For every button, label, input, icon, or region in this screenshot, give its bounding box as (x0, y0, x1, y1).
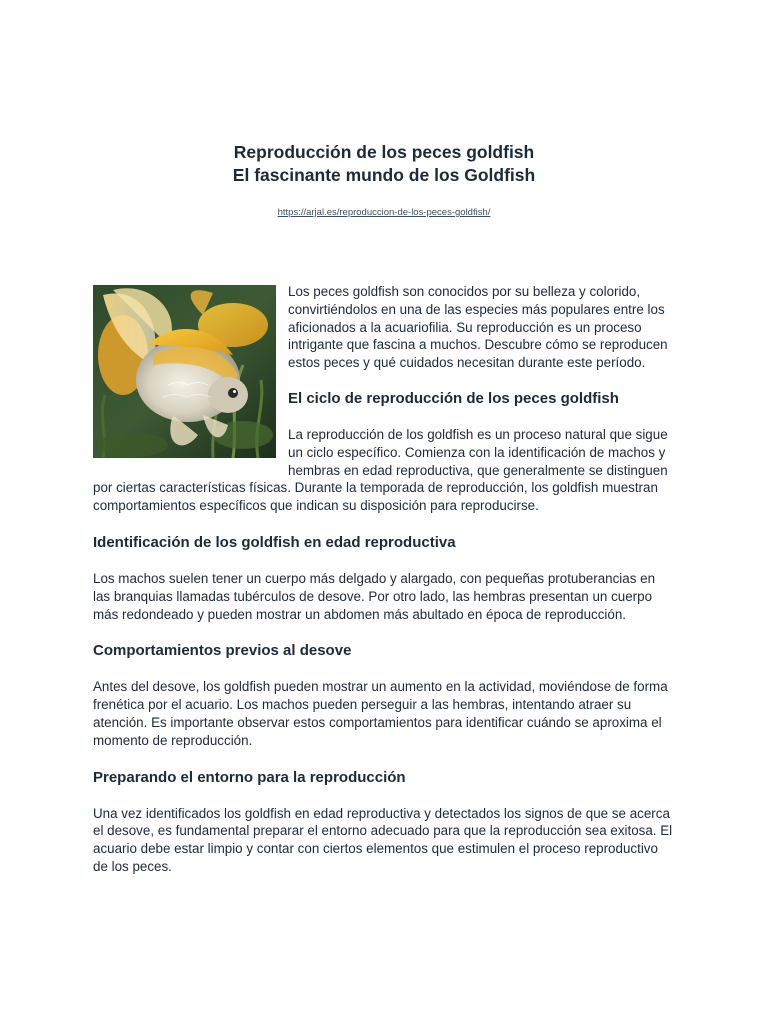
source-link-container (0, 207, 768, 219)
document-title: Reproducción de los peces goldfish (233, 142, 535, 162)
section-body-identificacion: Los machos suelen tener un cuerpo más delgado y alargado, con pequeñas protuberancias en las branquias llamadas tubérculos de desove. Por otro lado, las hembras presentan un cuerpo más redondeado y pueden mostrar un abdomen más abultado en época de reproducción. (93, 570, 656, 622)
article-body (93, 283, 675, 876)
section-heading-identificacion: Identificación de los goldfish en edad reproductiva (93, 533, 456, 551)
section-heading-comportamientos: Comportamientos previos al desove (93, 642, 352, 660)
section-body-ciclo: La reproducción de los goldfish es un proceso natural que sigue un ciclo específico. Comienza con la identificación de machos y hembras en edad reproductiva, que generalmente se distinguen por ciertas características físicas. Durante la temporada de reproducción, los goldfish muestran comportamientos específicos que indican su disposición para reproducirse. (93, 426, 668, 514)
section-body-entorno: Una vez identificados los goldfish en edad reproductiva y detectados los signos de que se acerca el desove, es fundamental preparar el entorno adecuado para que la reproducción sea exitosa. El acuario debe estar limpio y contar con ciertos elementos que estimulen el proceso reproductivo de los peces. (93, 805, 673, 874)
intro-paragraph: Los peces goldfish son conocidos por su belleza y colorido, convirtiéndolos en una de las especies más populares entre los aficionados a la acuariofilia. Su reproducción es un proceso intrigante que fascina a muchos. Descubre cómo se reproducen estos peces y qué cuidados necesitan durante este período. (288, 284, 668, 371)
section-body-comportamientos: Antes del desove, los goldfish pueden mostrar un aumento en la actividad, moviéndose de forma frenética por el acuario. Los machos pueden perseguir a las hembras, intentando atraer su atención. Es importante observar estos comportamientos para identificar cuándo se aproxima el momento de reproducción. (93, 679, 668, 748)
section-heading-ciclo: El ciclo de reproducción de los peces goldfish (288, 389, 619, 407)
source-url-link[interactable]: https://arjal.es/reproduccion-de-los-peces-goldfish/ (277, 207, 491, 218)
goldfish-photo (93, 285, 276, 458)
title-block (0, 141, 768, 186)
section-heading-entorno: Preparando el entorno para la reproducción (93, 768, 406, 786)
document-subtitle: El fascinante mundo de los Goldfish (232, 164, 536, 185)
